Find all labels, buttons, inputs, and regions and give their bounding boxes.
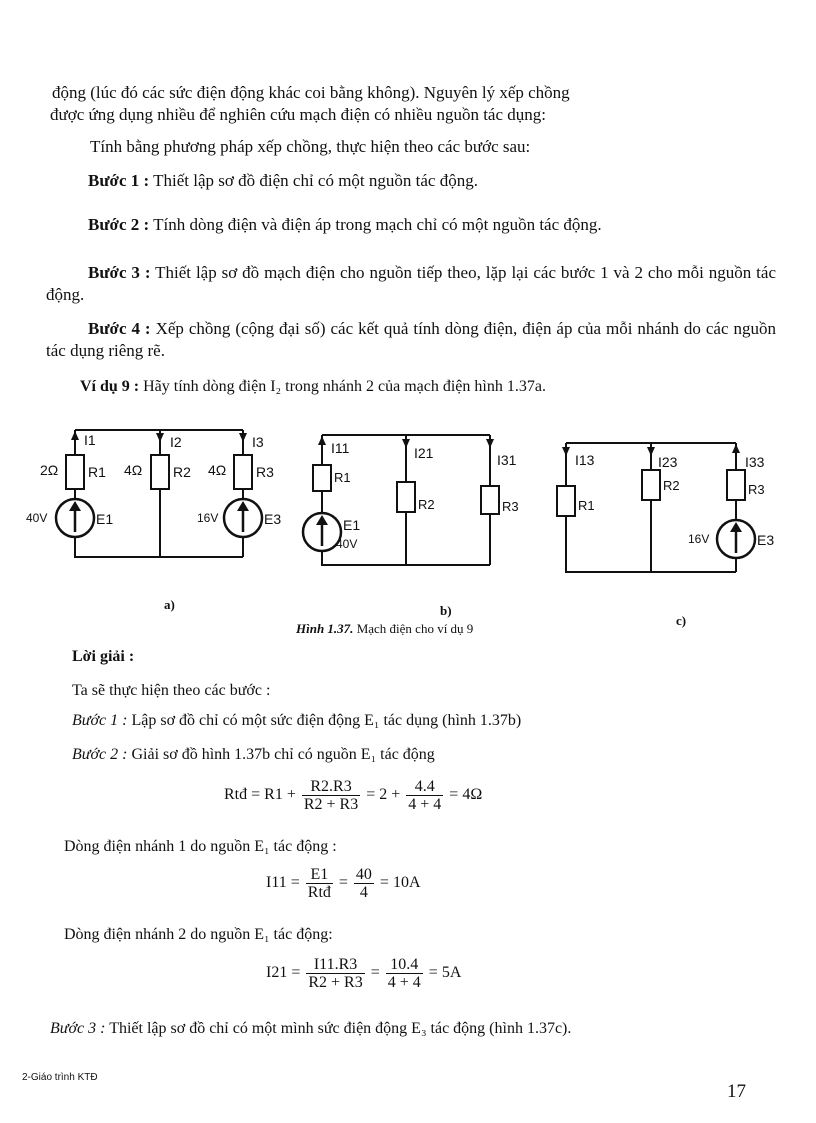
solution-step3 — [50, 1018, 571, 1040]
arrow-i1-icon — [71, 431, 79, 440]
solution-step2-label: Bước 2 : — [72, 746, 128, 763]
step4-text: Xếp chồng (cộng đại số) các kết quả tính dòng điện, điện áp của mỗi nhánh do các nguồn tác dụng riêng rẽ. — [46, 319, 776, 360]
line-i11: Dòng điện nhánh 1 do nguồn E₁ tác động : — [64, 838, 337, 855]
footer-source: 2-Giáo trình KTĐ — [22, 1072, 98, 1083]
circuit-b-resistor-r2 — [397, 482, 415, 512]
step2-paragraph — [46, 214, 776, 236]
label-i23: I23 — [658, 454, 678, 470]
solution-step3-text: Thiết lập sơ đồ chỉ có một mình sức điện động E₃ tác động (hình 1.37c). — [109, 1020, 572, 1037]
eq1-frac1-den: R2 + R3 — [303, 796, 359, 813]
arrow-i23-icon — [647, 447, 655, 456]
label-c-r2: R2 — [663, 478, 680, 493]
figure-label-a: a) — [164, 597, 175, 612]
eq1-mid: = 2 + — [366, 786, 401, 804]
step3-paragraph — [46, 262, 776, 306]
label-b-r2: R2 — [418, 497, 435, 512]
label-i11: I11 — [331, 440, 350, 456]
eq2-mid: = — [338, 874, 348, 892]
example-line — [80, 376, 546, 398]
figure-label-b: b) — [440, 603, 452, 618]
circuit-figure — [0, 415, 816, 645]
eq3-frac2-den: 4 + 4 — [387, 974, 421, 991]
solution-step1 — [72, 710, 521, 732]
circuit-a-wires — [75, 430, 243, 557]
step1-text: Thiết lập sơ đồ điện chỉ có một nguồn tác động. — [153, 171, 478, 190]
label-b-r1: R1 — [334, 470, 351, 485]
label-i3: I3 — [252, 434, 264, 450]
label-a-source-value-16v: 16V — [197, 511, 219, 525]
label-b-source-value: 40V — [336, 537, 358, 551]
eq3-frac2-num: 10.4 — [386, 956, 423, 974]
label-c-r1: R1 — [578, 498, 595, 513]
eq3-fraction-1 — [306, 956, 364, 991]
arrow-i2-icon — [156, 433, 164, 442]
eq1-lhs: Rtđ = R1 + — [224, 786, 296, 804]
arrow-i31-icon — [486, 439, 494, 448]
label-a-r1: R1 — [88, 464, 106, 480]
arrow-i11-icon — [318, 436, 326, 445]
eq2-fraction-2 — [354, 866, 374, 901]
eq1-frac2-den: 4 + 4 — [408, 796, 442, 813]
label-a-value-r3: 4Ω — [208, 462, 227, 478]
step4-paragraph — [46, 318, 776, 362]
circuit-c-resistor-r2 — [642, 470, 660, 500]
eq2-lhs: I11 = — [266, 874, 300, 892]
eq2-frac1-num: E1 — [306, 866, 333, 884]
circuit-a-resistor-r3 — [234, 455, 252, 489]
solution-step2 — [72, 744, 435, 766]
intro-line-1: động (lúc đó các sức điện động khác coi bằng không). Nguyên lý xếp chồng — [52, 83, 570, 102]
label-i21: I21 — [414, 445, 434, 461]
label-i1: I1 — [84, 432, 96, 448]
step4-label: Bước 4 : — [88, 319, 151, 338]
arrow-i3-icon — [239, 433, 247, 442]
equation-rtd — [224, 778, 482, 813]
arrow-i21-icon — [402, 439, 410, 448]
label-a-source-value-40v: 40V — [26, 511, 48, 525]
eq2-frac2-den: 4 — [359, 884, 368, 901]
arrow-i13-icon — [562, 447, 570, 456]
eq1-fraction-1 — [302, 778, 360, 813]
eq3-frac1-num: I11.R3 — [306, 956, 364, 974]
solution-step1-text: Lập sơ đồ chỉ có một sức điện động E₁ tác dụng (hình 1.37b) — [131, 712, 522, 729]
circuit-a-resistor-r2 — [151, 455, 169, 489]
solution-step1-label: Bước 1 : — [72, 712, 128, 729]
label-a-value-r2: 4Ω — [124, 462, 143, 478]
page-number: 17 — [727, 1081, 746, 1102]
label-i31: I31 — [497, 452, 517, 468]
label-i2: I2 — [170, 434, 182, 450]
label-a-e1: E1 — [96, 511, 114, 527]
label-a-r3: R3 — [256, 464, 274, 480]
circuit-c-resistor-r3 — [727, 470, 745, 500]
label-b-r3: R3 — [502, 499, 519, 514]
figure-label-c: c) — [676, 613, 687, 628]
label-a-e3: E3 — [264, 511, 282, 527]
eq3-lhs: I21 = — [266, 964, 301, 982]
circuit-b-resistor-r1 — [313, 465, 331, 491]
eq1-fraction-2 — [406, 778, 443, 813]
example-text: Hãy tính dòng điện I₂ trong nhánh 2 của mạch điện hình 1.37a. — [143, 378, 546, 395]
label-b-e1: E1 — [343, 517, 361, 533]
eq1-result: = 4Ω — [449, 786, 483, 804]
solution-step3-label: Bước 3 : — [50, 1020, 106, 1037]
label-i33: I33 — [745, 454, 765, 470]
eq2-result: = 10A — [379, 874, 421, 892]
eq2-frac1-den: Rtđ — [307, 884, 331, 901]
eq3-mid: = — [370, 964, 380, 982]
method-line: Tính bằng phương pháp xếp chồng, thực hiện theo các bước sau: — [90, 137, 531, 156]
eq2-frac2-num: 40 — [355, 866, 372, 883]
eq1-frac1-num: R2.R3 — [302, 778, 360, 796]
circuit-a-resistor-r1 — [66, 455, 84, 489]
figure-caption — [296, 621, 473, 637]
label-i13: I13 — [575, 452, 595, 468]
eq3-result: = 5A — [428, 964, 462, 982]
eq1-frac2-num: 4.4 — [406, 778, 443, 796]
intro-line-2: được ứng dụng nhiều để nghiên cứu mạch điện có nhiều nguồn tác dụng: — [50, 105, 546, 124]
solution-title: Lời giải : — [72, 648, 135, 665]
step3-text: Thiết lập sơ đồ mạch điện cho nguồn tiếp theo, lặp lại các bước 1 và 2 cho mỗi nguồn tác động. — [46, 263, 776, 304]
step1-label: Bước 1 : — [88, 171, 150, 190]
equation-i21 — [266, 956, 461, 991]
label-a-value-r1: 2Ω — [40, 462, 59, 478]
arrow-i33-icon — [732, 444, 740, 453]
eq3-fraction-2 — [386, 956, 423, 991]
eq2-fraction-1 — [306, 866, 333, 901]
step2-text: Tính dòng điện và điện áp trong mạch chỉ có một nguồn tác động. — [153, 215, 602, 234]
circuit-b-resistor-r3 — [481, 486, 499, 514]
step1-paragraph — [88, 170, 478, 192]
step3-label: Bước 3 : — [88, 263, 151, 282]
step2-label: Bước 2 : — [88, 215, 150, 234]
line-i21: Dòng điện nhánh 2 do nguồn E₁ tác động: — [64, 926, 333, 943]
caption-number: Hình 1.37. — [296, 621, 354, 636]
eq3-frac1-den: R2 + R3 — [308, 974, 363, 991]
solution-step2-text: Giải sơ đồ hình 1.37b chỉ có nguồn E₁ tác động — [131, 746, 435, 763]
equation-i11 — [266, 866, 421, 901]
caption-text: Mạch điện cho ví dụ 9 — [356, 621, 474, 636]
label-a-r2: R2 — [173, 464, 191, 480]
circuit-c-resistor-r1 — [557, 486, 575, 516]
label-c-e3: E3 — [757, 532, 775, 548]
label-c-r3: R3 — [748, 482, 765, 497]
solution-intro: Ta sẽ thực hiện theo các bước : — [72, 682, 271, 699]
example-label: Ví dụ 9 : — [80, 378, 140, 395]
label-c-source-value: 16V — [688, 532, 710, 546]
